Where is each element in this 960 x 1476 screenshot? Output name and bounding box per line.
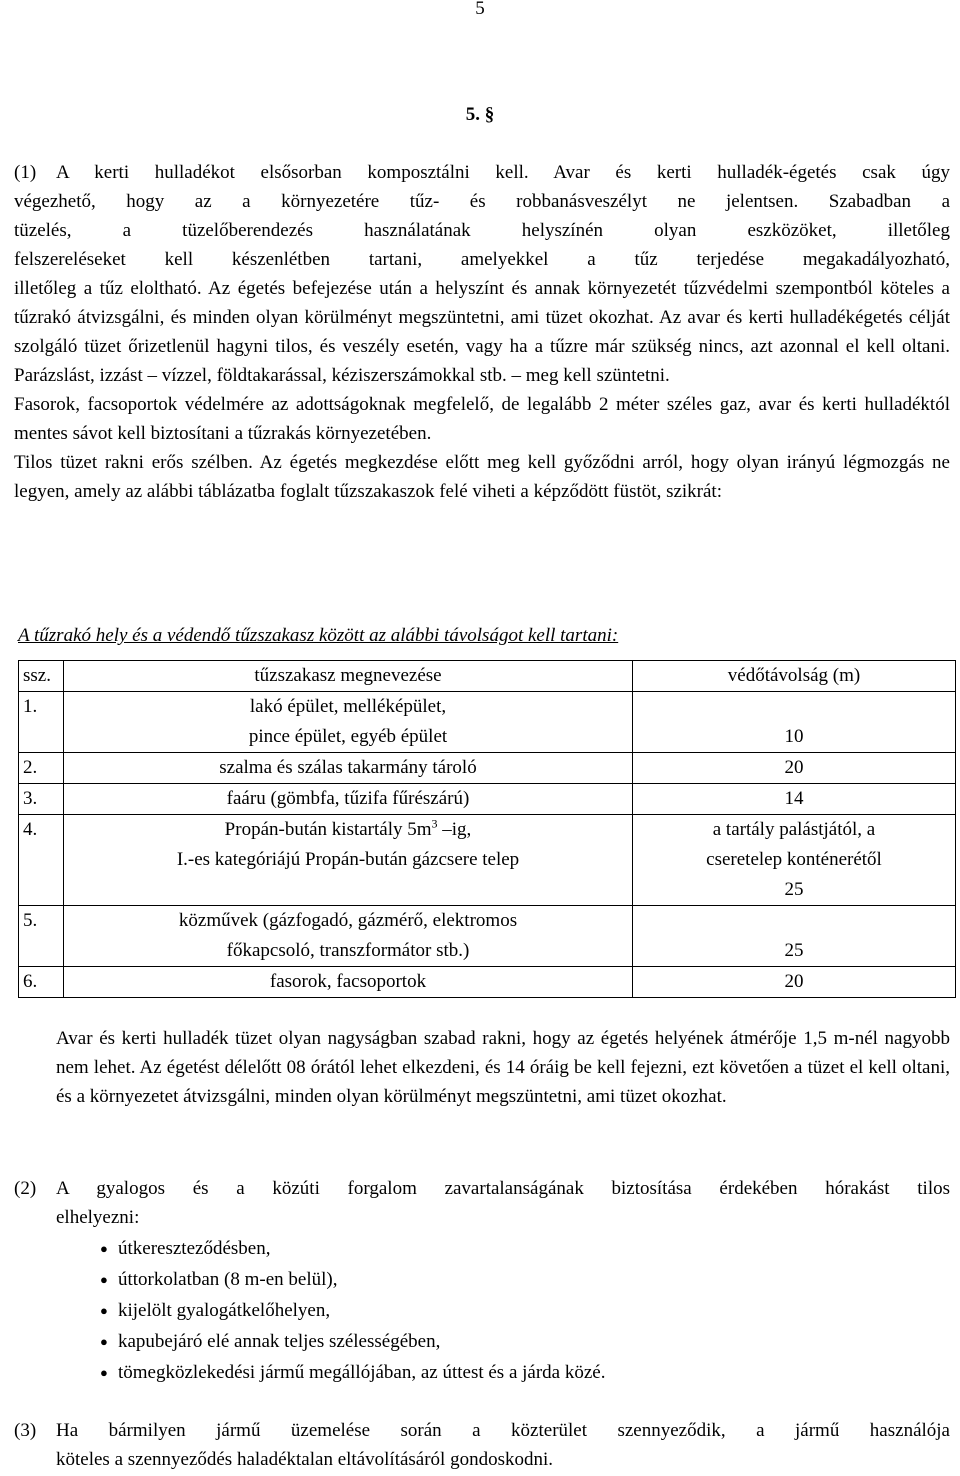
row-distance-value: 10 [784,726,804,747]
table-row [19,753,956,784]
row-num: 3. [19,784,64,815]
row-name-line [68,815,628,845]
table-row [19,692,956,753]
list-item: ● tömegközlekedési jármű megállójában, az úttest és a járda közé. [56,1357,605,1388]
header-distance: védőtávolság (m) [633,661,956,692]
page-number: 5 [475,0,485,19]
row-name-line: lakó épület, melléképület, [249,696,447,717]
paragraph-2-line-2: elhelyezni: [56,1207,140,1228]
paragraph-3-text: Ha bármilyen jármű üzemelése során a közterület szennyeződik, a jármű használója [56,1420,950,1441]
row-name: szalma és szálas takarmány tároló [64,753,633,784]
row-distance [633,692,956,753]
list-item: ● kijelölt gyalogátkelőhelyen, [56,1295,605,1326]
table-header-row [19,661,956,692]
row-name-part: –ig, [437,819,472,840]
row-num: 4. [19,815,64,906]
row-distance: 20 [633,967,956,998]
row-name-part: Propán-bután kistartály 5m [224,819,432,840]
row-name [64,815,633,906]
paragraph-2-label: (2) [14,1178,37,1199]
row-num: 6. [19,967,64,998]
row-name [64,692,633,753]
list-item: ● útkereszteződésben, [56,1233,605,1264]
paragraph-1 [14,158,950,506]
row-name: faáru (gömbfa, tűzifa fűrészárú) [64,784,633,815]
row-num: 1. [19,692,64,753]
header-name: tűzszakasz megnevezése [64,661,633,692]
paragraph-3 [14,1416,950,1474]
paragraph-1-line-2: végezhető, hogy az a környezetére tűz- és robbanásveszélyt ne jelentsen. Szabadban a [14,191,950,212]
row-name-line: közművek (gázfogadó, gázmérő, elektromos [178,910,518,931]
table-row [19,967,956,998]
row-distance-value: 25 [784,879,804,900]
paragraph-1-line-1 [14,158,950,187]
paragraph-3-line-2: köteles a szennyeződés haladéktalan eltávolításáról gondoskodni. [56,1449,554,1470]
table-caption: A tűzrakó hely és a védendő tűzszakasz között az alábbi távolságot kell tartani: [18,625,619,646]
row-name-line: pince épület, egyéb épület [248,726,448,747]
row-distance: 14 [633,784,956,815]
after-table-paragraph: Avar és kerti hulladék tüzet olyan nagyságban szabad rakni, hogy az égetés helyének átmérője 1,5 m-nél nagyobb nem lehet. Az égetést délelőtt 08 órától lehet elkezdeni, és 14 óráig be kell fejezni, ezt követően a tüzet el kell oltani, és a környezetet átvizsgálni, minden olyan körülményt megszüntetni, ami tüzet okozhat. [56,1028,950,1107]
list-item: ● úttorkolatban (8 m-en belül), [56,1264,605,1295]
paragraph-1-line-4: felszereléseket kell készenlétben tartani, amelyekkel a tűz terjedése megakadályozható, [14,249,950,270]
distance-table [18,660,956,998]
bullet-list [56,1233,605,1388]
row-name: fasorok, facsoportok [64,967,633,998]
table-row [19,906,956,967]
row-distance-line: cseretelep konténerétől [706,849,882,870]
list-item: ● kapubejáró elé annak teljes szélességében, [56,1326,605,1357]
superscript-3: 3 [431,816,438,831]
paragraph-1-text: A kerti hulladékot elsősorban komposztálni kell. Avar és kerti hulladék-égetés csak úgy [56,162,950,183]
paragraph-1-tilos: Tilos tüzet rakni erős szélben. Az égetés megkezdése előtt meg kell győződni arról, hogy olyan irányú légmozgás ne legyen, amely az alábbi táblázatba foglalt tűzszakaszok felé viheti a képződött füstöt, szikrát: [14,452,950,502]
paragraph-3-label: (3) [14,1420,37,1441]
paragraph-2 [14,1174,950,1232]
row-num: 2. [19,753,64,784]
row-name-line: főkapcsoló, transzformátor stb.) [226,940,470,961]
row-distance-line: a tartály palástjától, a [712,819,876,840]
row-distance: 20 [633,753,956,784]
row-name-line: I.-es kategóriájú Propán-bután gázcsere telep [176,849,520,870]
row-distance-value: 25 [784,940,804,961]
paragraph-3-line-1 [14,1416,950,1445]
section-title: 5. § [465,104,495,125]
paragraph-1-label: (1) [14,162,37,183]
paragraph-2-text: A gyalogos és a közúti forgalom zavartalanságának biztosítása érdekében hórakást tilos [56,1178,950,1199]
row-num: 5. [19,906,64,967]
table-row [19,815,956,906]
paragraph-1-line-3: tüzelés, a tüzelőberendezés használatának helyszínén olyan eszközöket, illetőleg [14,220,950,241]
row-name [64,906,633,967]
paragraph-2-line-1 [14,1174,950,1203]
table-row [19,784,956,815]
header-ssz: ssz. [19,661,64,692]
paragraph-1-body: illetőleg a tűz eloltható. Az égetés befejezése után a helyszínt és annak környezetét tűzvédelmi szempontból köteles a tűzrakó átvizsgálni, és minden olyan körülményt megszüntetni, ami tüzet okozhat. Az avar és kerti hulladékégetés célját szolgáló tüzet őrizetlenül hagyni tilos, és veszély esetén, vagy ha a tűzre már szükség nincs, azt azonnal el kell oltani. Parázslást, izzást – vízzel, földtakarással, kéziszerszámokkal stb. – meg kell szüntetni. [14,278,950,386]
row-distance [633,815,956,906]
paragraph-1-fasorok: Fasorok, facsoportok védelmére az adottságoknak megfelelő, de legalább 2 méter széles gaz, avar és kerti hulladéktól mentes sávot kell biztosítani a tűzrakás környezetében. [14,394,950,444]
row-distance [633,906,956,967]
